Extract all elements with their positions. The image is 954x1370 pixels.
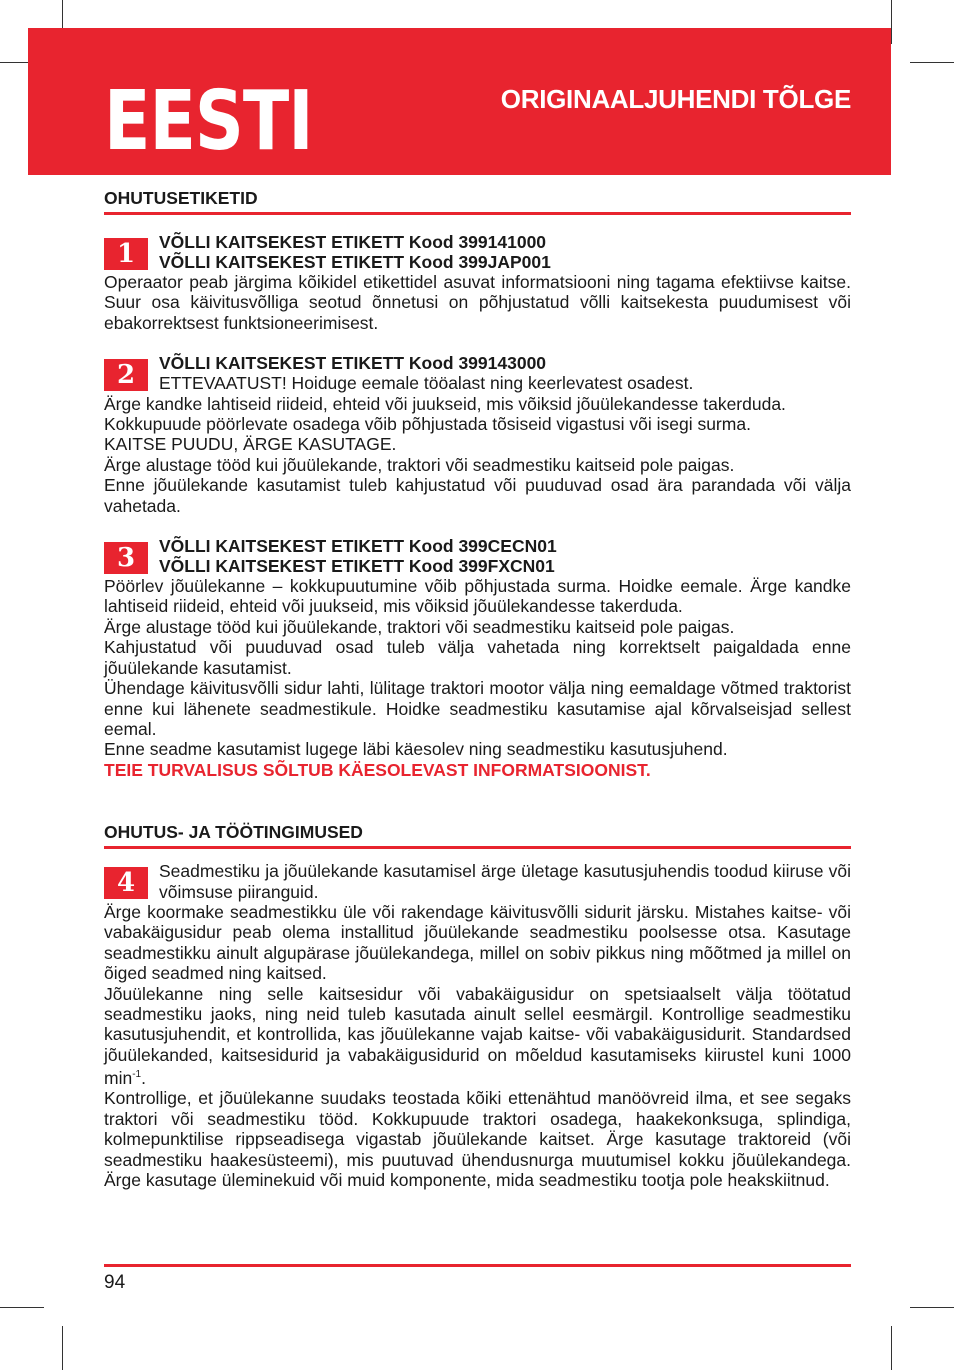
item-text: Ärge alustage tööd kui jõuülekande, traktori või seadmestiku kaitseid pole paigas. <box>104 454 735 475</box>
page-header <box>28 28 891 175</box>
item-text: Ärge alustage tööd kui jõuülekande, traktori või seadmestiku kaitseid pole paigas. <box>104 616 735 637</box>
item-text: Ärge koormake seadmestikku üle või rakendage käivitusvõlli sidurit järsku. Mistahes kaitse- või vabakäigusidur peab olema installitud jõuülekande seadmestiku poolsesse otsa. Kasutage seadmestikku ainult algupärase jõuülekandega, millel on sobiv pikkus ning mõõtmed ja millel on õiged seadmed ning kaitsed. <box>104 901 851 984</box>
crop-mark <box>62 1326 63 1370</box>
label-item-3 <box>104 536 851 780</box>
crop-mark <box>910 62 954 63</box>
item-text <box>104 861 851 902</box>
label-item-2 <box>104 353 851 516</box>
item-caution-line: ETTEVAATUST! Hoiduge eemale tööalast ning keerlevatest osadest. <box>159 373 694 394</box>
document-title: ORIGINAALJUHENDI TÕLGE <box>500 84 851 114</box>
main-content <box>104 188 851 1190</box>
footer-rule <box>104 1264 851 1267</box>
item-text: Kokkupuude pöörlevate osadega võib põhjustada tõsiseid vigastusi või isegi surma. <box>104 414 751 435</box>
item-text: Enne seadme kasutamist lugege läbi käesolev ning seadmestiku kasutusjuhend. <box>104 739 728 760</box>
item-text: Ärge kandke lahtiseid riideid, ehteid või juukseid, mis võiksid jõuülekandesse takerduda. <box>104 393 786 414</box>
item-text-part: Jõuülekanne ning selle kaitsesidur või vabakäigusidur on spetsiaalselt välja töötatud seadmestiku jaoks, ning neid tuleb kasutada ainult sellel eesmärgil. <box>104 983 851 1024</box>
item-text: Pöörlev jõuülekanne – kokkupuutumine võib põhjustada surma. Hoidke eemale. Ärge kandke lahtiseid riideid, ehteid või juukseid, mis võiksid jõuülekandesse takerduda. <box>104 576 851 617</box>
item-heading: VÕLLI KAITSEKEST ETIKETT Kood 399CECN01 <box>159 536 557 557</box>
item-text <box>104 984 851 1089</box>
item-text-part: . <box>141 1068 146 1089</box>
label-item-1 <box>104 232 851 333</box>
crop-mark <box>891 0 892 44</box>
item-text: Enne jõuülekande kasutamist tuleb kahjustatud või puuduvad osad ära parandada või välja vahetada. <box>104 475 851 516</box>
item-text: Ühendage käivitusvõlli sidur lahti, lülitage traktori mootor välja ning eemaldage võtmed traktorist enne kui lähenete seadmestikule. Hoidke seadmestiku kasutamise ajal kõrvalseisjad sellest eemal. <box>104 678 851 739</box>
condition-item-4 <box>104 861 851 1190</box>
section-title-safety-labels: OHUTUSETIKETID <box>104 188 851 215</box>
language-title: EESTI <box>104 74 313 170</box>
section-title-operating-conditions: OHUTUS- JA TÖÖTINGIMUSED <box>104 822 851 849</box>
item-text: KAITSE PUUDU, ÄRGE KASUTAGE. <box>104 434 397 455</box>
item-text-part: Kontrollige seadmestiku kasutusjuhendit, et kontrollida, kas jõuülekanne vajab kaitse- või vabakäigusidurit. Standardsed jõuülekanded, kaitsesidurid ja vabakäigusidurid on mõeldud kasutamiseks kiirustel kuni 1000 min <box>104 1003 851 1089</box>
item-lead-text: Seadmestiku ja jõuülekande kasutamisel ärge ületage kasutusjuhendis toodud kiiruse või võimsuse piiranguid. <box>159 861 851 902</box>
item-number-badge: 3 <box>104 542 148 574</box>
crop-mark <box>910 1307 954 1308</box>
page-number: 94 <box>104 1272 126 1293</box>
item-heading: VÕLLI KAITSEKEST ETIKETT Kood 399JAP001 <box>159 252 551 272</box>
item-text: Operaator peab järgima kõikidel etikettidel asuvat informatsiooni ning tagama efektiivse kaitse. Suur osa käivitusvõlliga seotud õnnetusi on põhjustatud võlli kaitsekesta puudumisest või ebakorrektsest funktsioneerimisest. <box>104 272 851 333</box>
safety-warning: TEIE TURVALISUS SÕLTUB KÄESOLEVAST INFORMATSIOONIST. <box>104 759 651 780</box>
item-text: Kontrollige, et jõuülekanne suudaks teostada kõiki ettenähtud manöövreid ilma, et see segaks traktori või seadmestiku tööd. Kokkupuude traktori osadega, haakekonksuga, splindiga, kolmepunktilise rippseadisega vigastab jõuülekande kaitset. Ärge kasutage traktoreid (või seadmestiku haakesüsteemi), mis puutuvad ühendusnurga muutumisel kokku jõuülekandega. Ärge kasutage üleminekuid või muid komponente, mida seadmestiku tootja pole heakskiitnud. <box>104 1088 851 1191</box>
crop-mark <box>0 1307 44 1308</box>
superscript: -1 <box>132 1069 142 1081</box>
item-number-badge: 2 <box>104 359 148 391</box>
item-number-badge: 1 <box>104 238 148 270</box>
crop-mark <box>891 1326 892 1370</box>
item-text: Kahjustatud või puuduvad osad tuleb välja vahetada ning korrektselt paigaldada enne jõuülekande kasutamist. <box>104 637 851 678</box>
item-heading: VÕLLI KAITSEKEST ETIKETT Kood 399141000 <box>159 232 547 252</box>
item-number-badge: 4 <box>104 867 148 899</box>
item-heading: VÕLLI KAITSEKEST ETIKETT Kood 399FXCN01 <box>159 556 555 577</box>
item-heading: VÕLLI KAITSEKEST ETIKETT Kood 399143000 <box>159 353 547 374</box>
